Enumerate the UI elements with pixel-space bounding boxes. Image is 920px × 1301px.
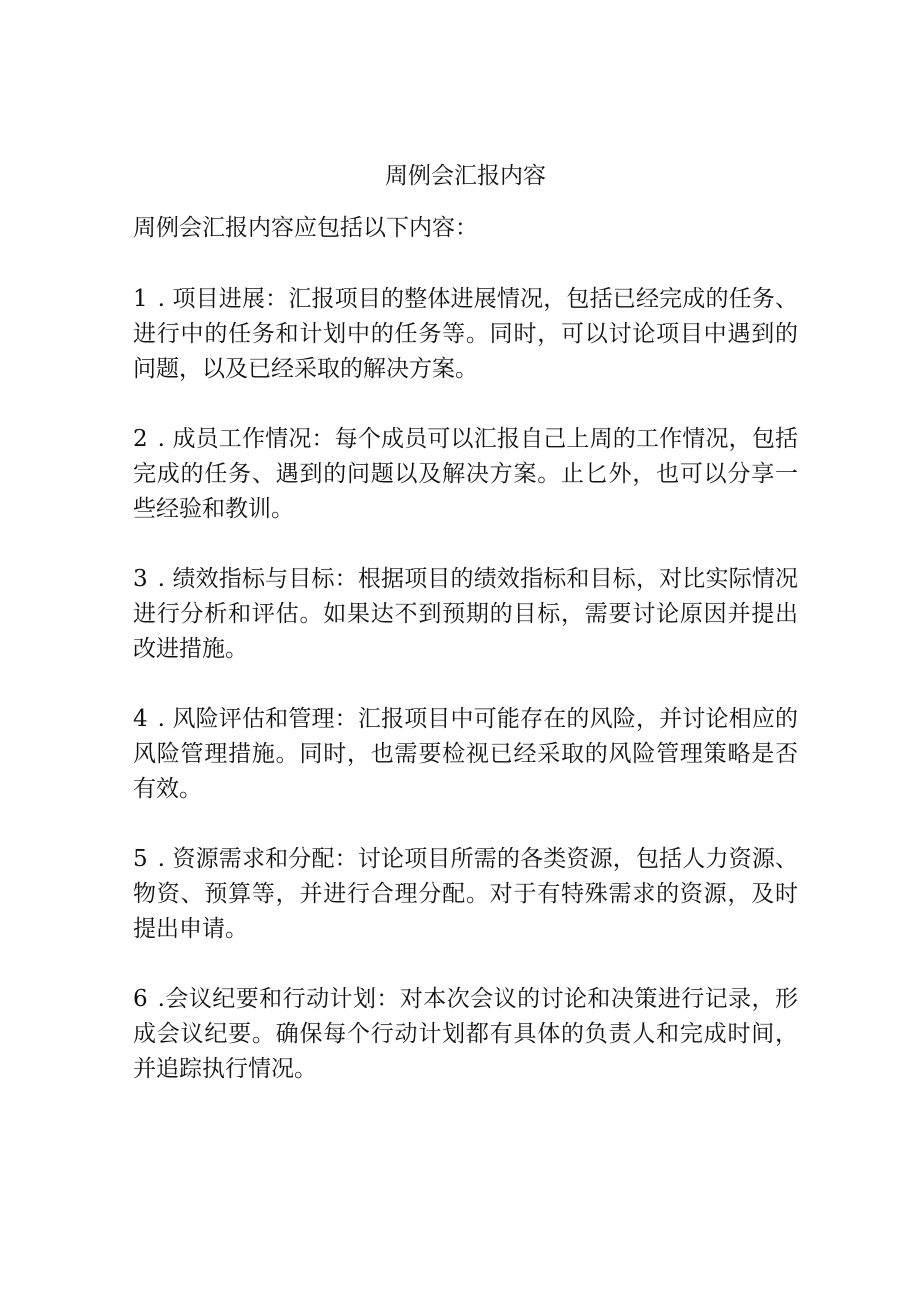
item-text: . 绩效指标与目标：根据项目的绩效指标和目标，对比实际情况进行分析和评估。如果达不到预期的目标，需要讨论原因并提出改进措施。: [133, 566, 798, 662]
list-item-2: [133, 422, 798, 527]
item-number: 3: [133, 566, 148, 592]
item-number: 4: [133, 706, 148, 732]
item-text: . 资源需求和分配：讨论项目所需的各类资源，包括人力资源、物资、预算等，并进行合理分配。对于有特殊需求的资源，及时提出申请。: [133, 846, 798, 942]
item-number: 5: [133, 846, 148, 872]
item-number: 1: [133, 286, 148, 312]
list-item-5: [133, 842, 798, 947]
list-item-1: [133, 282, 798, 387]
item-text: . 项目进展：汇报项目的整体进展情况，包括已经完成的任务、进行中的任务和计划中的任务等。同时，可以讨论项目中遇到的问题，以及已经采取的解决方案。: [133, 286, 798, 382]
item-text: . 成员工作情况：每个成员可以汇报自己上周的工作情况，包括完成的任务、遇到的问题以及解决方案。止匕外，也可以分享一些经验和教训。: [133, 426, 798, 522]
document-title: 周例会汇报内容: [385, 163, 546, 189]
item-text: . 风险评估和管理：汇报项目中可能存在的风险，并讨论相应的风险管理措施。同时，也需要检视已经采取的风险管理策略是否有效。: [133, 706, 798, 802]
item-number: 6: [133, 986, 148, 1012]
item-text: .会议纪要和行动计划：对本次会议的讨论和决策进行记录，形成会议纪要。确保每个行动计划都有具体的负责人和完成时间，并追踪执行情况。: [133, 986, 798, 1082]
list-item-6: [133, 982, 798, 1087]
list-item-3: [133, 562, 798, 667]
list-item-4: [133, 702, 798, 807]
intro-paragraph: 周例会汇报内容应包括以下内容：: [133, 215, 478, 241]
item-number: 2: [133, 426, 148, 452]
